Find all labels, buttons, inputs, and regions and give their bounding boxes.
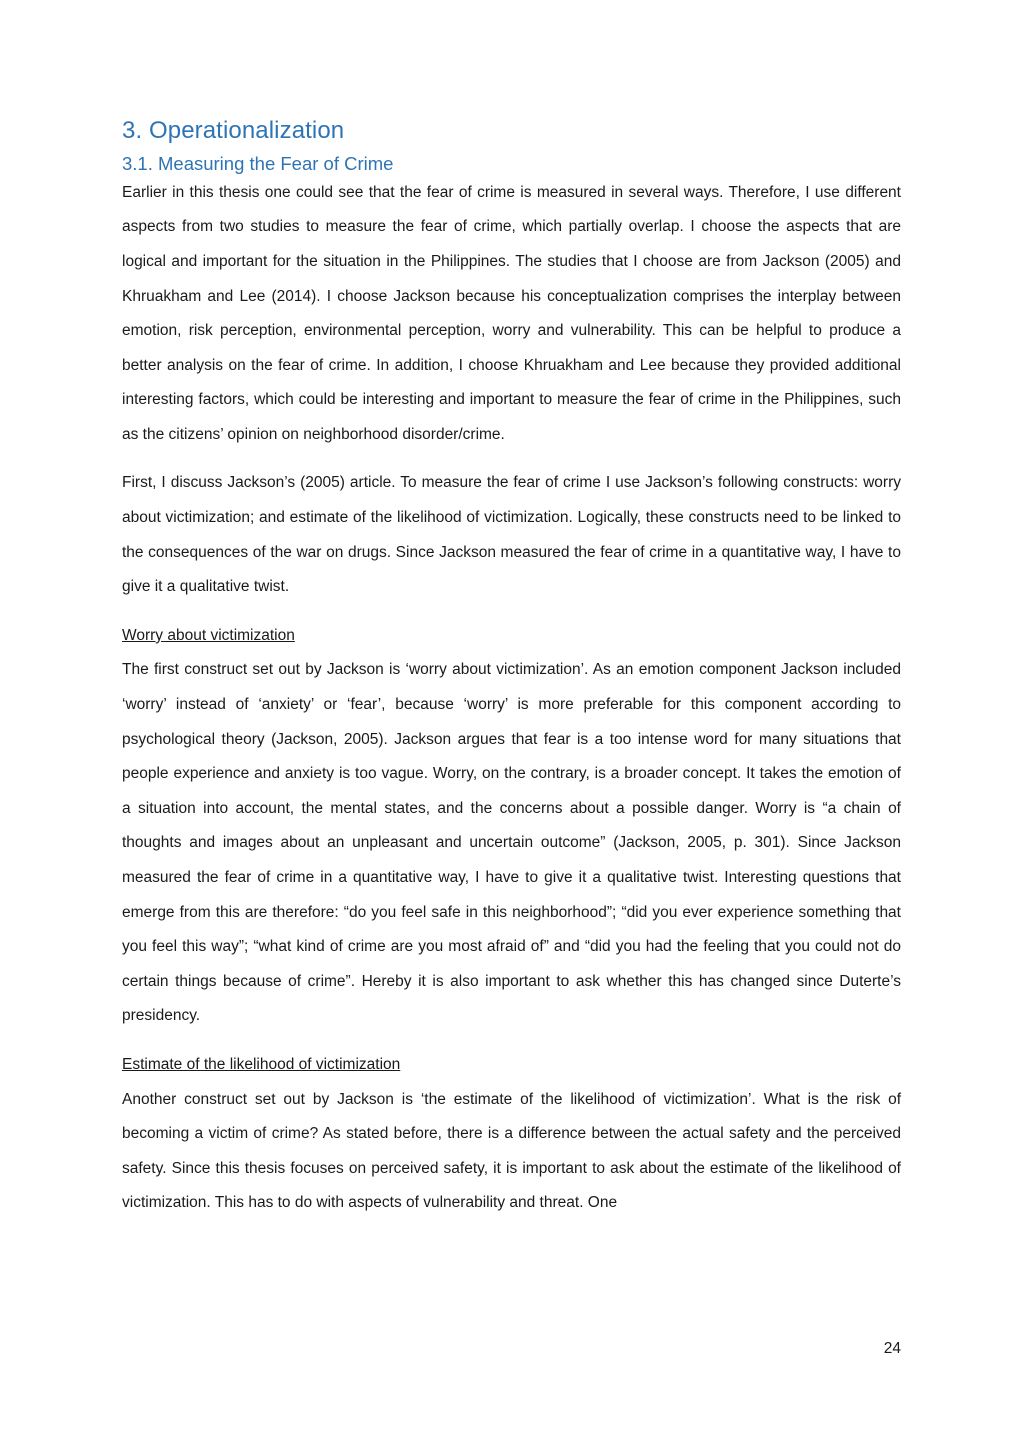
subheading-estimate: Estimate of the likelihood of victimization (122, 1055, 401, 1073)
paragraph-intro: Earlier in this thesis one could see that the fear of crime is measured in several ways. Therefore, I use different aspects from two studies to measure the fear of crime, which partially overlap. I choose the aspects that are logical and important for the situation in the Philippines. The studies that I choose are from Jackson (2005) and Khruakham and Lee (2014). I choose Jackson because his conceptualization comprises the interplay between emotion, risk perception, environmental perception, worry and vulnerability. This can be helpful to produce a better analysis on the fear of crime. In addition, I choose Khruakham and Lee because they provided additional interesting factors, which could be interesting and important to measure the fear of crime in the Philippines, such as the citizens’ opinion on neighborhood disorder/crime. (122, 183, 901, 443)
paragraph-gap (122, 452, 901, 466)
document-body (122, 118, 901, 1221)
paragraph-gap (122, 1034, 901, 1048)
subheading-worry: Worry about victimization (122, 626, 295, 644)
paragraph-jackson: First, I discuss Jackson’s (2005) article. To measure the fear of crime I use Jackson’s following constructs: worry about victimization; and estimate of the likelihood of victimization. Logically, these constructs need to be linked to the consequences of the war on drugs. Since Jackson measured the fear of crime in a quantitative way, I have to give it a qualitative twist. (122, 474, 901, 596)
paragraph-worry: The first construct set out by Jackson is ‘worry about victimization’. As an emotion component Jackson included ‘worry’ instead of ‘anxiety’ or ‘fear’, because ‘worry’ is more preferable for this component according to psychological theory (Jackson, 2005). Jackson argues that fear is a too intense word for many situations that people experience and anxiety is too vague. Worry, on the contrary, is a broader concept. It takes the emotion of a situation into account, the mental states, and the concerns about a possible danger. Worry is “a chain of thoughts and images about an unpleasant and uncertain outcome” (Jackson, 2005, p. 301). Since Jackson measured the fear of crime in a quantitative way, I have to give it a qualitative twist. Interesting questions that emerge from this are therefore: “do you feel safe in this neighborhood”; “did you ever experience something that you feel this way”; “what kind of crime are you most afraid of” and “did you had the feeling that you could not do certain things because of crime”. Hereby it is also important to ask whether this has changed since Duterte’s presidency. (122, 661, 901, 1025)
paragraph-gap (122, 605, 901, 619)
page-number: 24 (883, 1340, 901, 1357)
paragraph-estimate: Another construct set out by Jackson is ‘the estimate of the likelihood of victimization’. What is the risk of becoming a victim of crime? As stated before, there is a difference between the actual safety and the perceived safety. Since this thesis focuses on perceived safety, it is important to ask about the estimate of the likelihood of victimization. This has to do with aspects of vulnerability and threat. One (122, 1090, 901, 1212)
subsection-heading: 3.1. Measuring the Fear of Crime (122, 153, 394, 175)
section-heading: 3. Operationalization (122, 117, 345, 144)
